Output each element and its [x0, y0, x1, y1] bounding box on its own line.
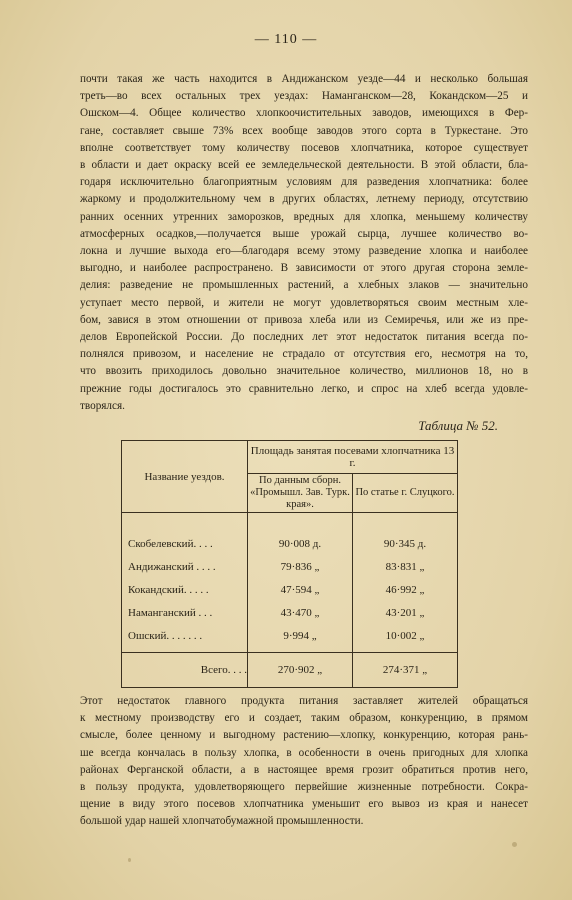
text-line: делия: разведение не промышленных растений, а хлебных злаков — значительно [80, 279, 528, 292]
area-value: 47·594 „ [280, 584, 320, 596]
text-line: большой удар нашей хлопчатобумажной промышленности. [80, 815, 364, 828]
table-caption: Таблица № 52. [418, 418, 498, 433]
area-value: 90·345 д. [383, 538, 427, 550]
text-line: гане, составляет свыше 73% всех вообще заводов этого сорта в Туркестане. Это [80, 124, 528, 137]
text-line: вполне соответствует тому количеству посевов хлопчатника, которое существует [80, 141, 528, 154]
text-line: районах Ферганской области, а в настоящее время грозит обратиться против него, [80, 763, 528, 776]
area-value: 10·002 „ [385, 630, 425, 642]
area-value: 46·992 „ [385, 584, 425, 596]
district-name: Кокандский. . . . . [128, 584, 209, 596]
paper-spot [128, 858, 131, 862]
cotton-area-table [121, 440, 458, 688]
text-line: жаркому и продолжительному чем в других областях, летнему периоду, отсутствию [80, 193, 528, 206]
text-line: почти такая же часть находится в Андижанском уезде—44 и несколько большая [80, 73, 528, 85]
text-line: выгодно, и наиболее распространено. В зависимости от этого другая сторона земле- [80, 262, 528, 275]
district-name: Наманганский . . . [128, 607, 213, 619]
header-sown-area: Площадь занятая посевами хлопчатника 13 г. [248, 441, 458, 474]
text-line: бом, завися в этом отношении от привоза хлеба или из Семиречья, или же из пре- [80, 313, 528, 326]
total-label: Всего. . . . [122, 653, 248, 688]
total-value-source1: 270·902 „ [248, 653, 353, 688]
text-line: прежние годы достигалось это сравнительно легко, и спрос на хлеб всегда удовле- [80, 382, 528, 395]
area-value: 43·201 „ [385, 607, 425, 619]
district-names-cell [122, 513, 248, 653]
district-name: Ошский. . . . . . . [128, 630, 203, 642]
paper-spot [512, 842, 517, 847]
text-line: треть—во всех остальных трех уездах: Наманганском—28, Кокандском—25 и [80, 90, 528, 103]
text-line: в области и дает окраску всей ее земледельческой деятельности. В этой области, бла- [80, 159, 528, 172]
text-line: ранних осенних утренних заморозков, вредных для хлопка, меньшему количеству [80, 210, 528, 223]
area-value: 79·836 „ [280, 561, 320, 573]
header-source-collection: По данным сборн. «Промышл. Зав. Турк. края». [248, 474, 353, 513]
page-number: — 110 — [254, 32, 318, 47]
text-line: делов Европейской России. До последних лет этот недостаток питания всегда по- [80, 331, 528, 344]
header-source-slutsky: По статье г. Слуцкого. [353, 474, 458, 513]
values-source2-cell [353, 513, 458, 653]
text-line: щение в виду этого посевов хлопчатника уменьшит его вывоз из края и нанесет [80, 798, 528, 811]
text-line: в пользу продукта, удовлетворяющего первейшие жизненные потребности. Сокра- [80, 781, 528, 794]
text-line: смысле, более ценному и выгодному растению—хлопку, конкуренцию, которая рань- [80, 729, 528, 742]
header-district-name: Название уездов. [122, 441, 248, 513]
values-source1-cell [248, 513, 353, 653]
text-line: годаря исключительно благоприятным условиям для разведения хлопчатника: более [80, 176, 528, 189]
text-line: Этот недостаток главного продукта питания заставляет жителей обращаться [80, 695, 528, 707]
text-line: атмосферных осадков,—получается выше урожай сырца, лучшее количество во- [80, 227, 528, 240]
text-line: к местному производству его и создает, таким образом, конкуренцию, в прямом [80, 712, 528, 725]
district-name: Скобелевский. . . . [128, 538, 213, 550]
text-line: творялся. [80, 399, 125, 412]
total-value-source2: 274·371 „ [353, 653, 458, 688]
text-line: полнялся привозом, и население не страдало от отсутствия его, несмотря на то, [80, 348, 528, 361]
text-line: уступает место первой, и жители не могут удовлетворяться своим местным хле- [80, 296, 528, 309]
area-value: 9·994 „ [283, 630, 317, 642]
area-value: 43·470 „ [280, 607, 320, 619]
district-name: Андижанский . . . . [128, 561, 216, 573]
text-line: локна и лучшие выхода его—благодаря всему этому разведение хлопка и наиболее [80, 245, 528, 258]
text-line: ше всегда кончалась в пользу хлопка, в особенности в очень пригодных для хлопка [80, 746, 528, 759]
paragraph-2 [80, 693, 528, 831]
text-line: Ошском—4. Общее количество хлопкоочистительных заводов, имеющихся в Фер- [80, 107, 528, 120]
area-value: 83·831 „ [385, 561, 425, 573]
paragraph-1 [80, 71, 528, 415]
text-line: что ввозить приходилось довольно значительное количество, миллионов 18, но в [80, 365, 528, 378]
area-value: 90·008 д. [278, 538, 322, 550]
